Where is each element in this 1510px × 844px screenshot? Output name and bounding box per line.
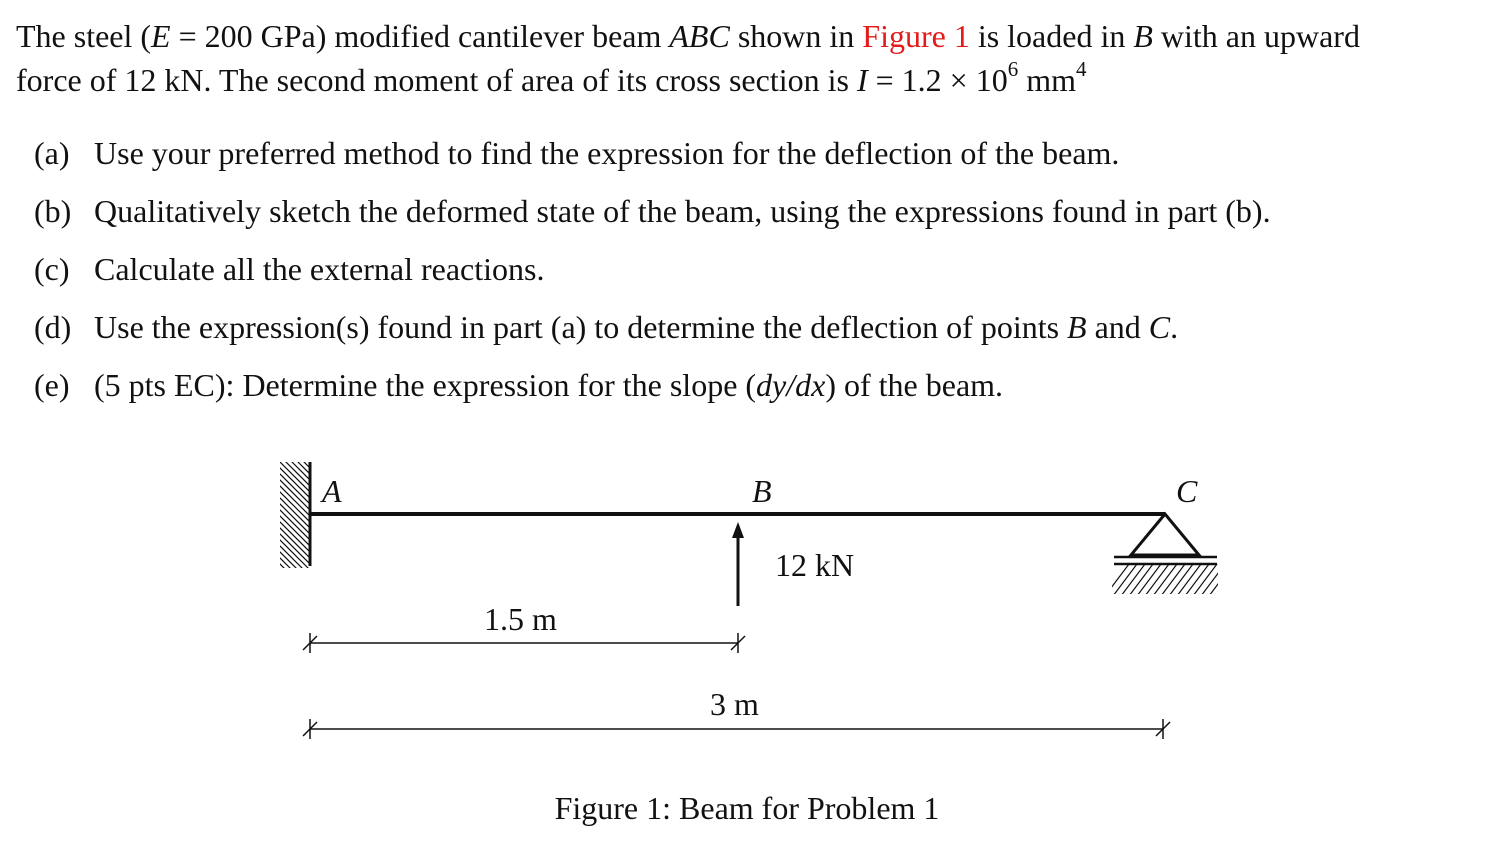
part-text: Use the expression(s) found in part (a) to determine the deflection of points B and C. (94, 309, 1179, 345)
part-label: (c) (34, 251, 70, 287)
dimension-long (303, 719, 1170, 739)
pin-support (1102, 514, 1236, 600)
intro-line-2: force of 12 kN. The second moment of area of its cross section is $I = 1.2 \times 10^6$ $mm^4$ (16, 57, 1087, 98)
figure-reference-link[interactable]: Figure 1 (862, 18, 970, 54)
part-text: (5 pts EC): Determine the expression for the slope (dy/dx) of the beam. (94, 367, 1004, 403)
part-text: Use your preferred method to find the expression for the deflection of the beam. (94, 135, 1120, 171)
part-label: (d) (34, 309, 72, 345)
load-arrow (732, 522, 744, 606)
figure-caption: Figure 1: Beam for Problem 1 (554, 790, 940, 826)
part-label: (a) (34, 135, 70, 171)
load-label: 12 kN (775, 547, 855, 583)
dimension-short-label: 1.5 m (484, 601, 557, 637)
part-text: Calculate all the external reactions. (94, 251, 545, 287)
part-text: Qualitatively sketch the deformed state of the beam, using the expressions found in part (b). (94, 193, 1271, 229)
fixed-support-wall (270, 416, 330, 620)
dimension-long-label: 3 m (710, 686, 759, 722)
point-a-label: A (322, 473, 342, 509)
part-label: (e) (34, 367, 70, 403)
point-c-label: C (1176, 473, 1198, 509)
point-b-label: B (752, 473, 772, 509)
intro-line-1: The steel (E = 200 GPa) modified cantilever beam ABC shown in Figure 1 is loaded in B with an upward (16, 18, 1360, 54)
part-label: (b) (34, 193, 72, 229)
